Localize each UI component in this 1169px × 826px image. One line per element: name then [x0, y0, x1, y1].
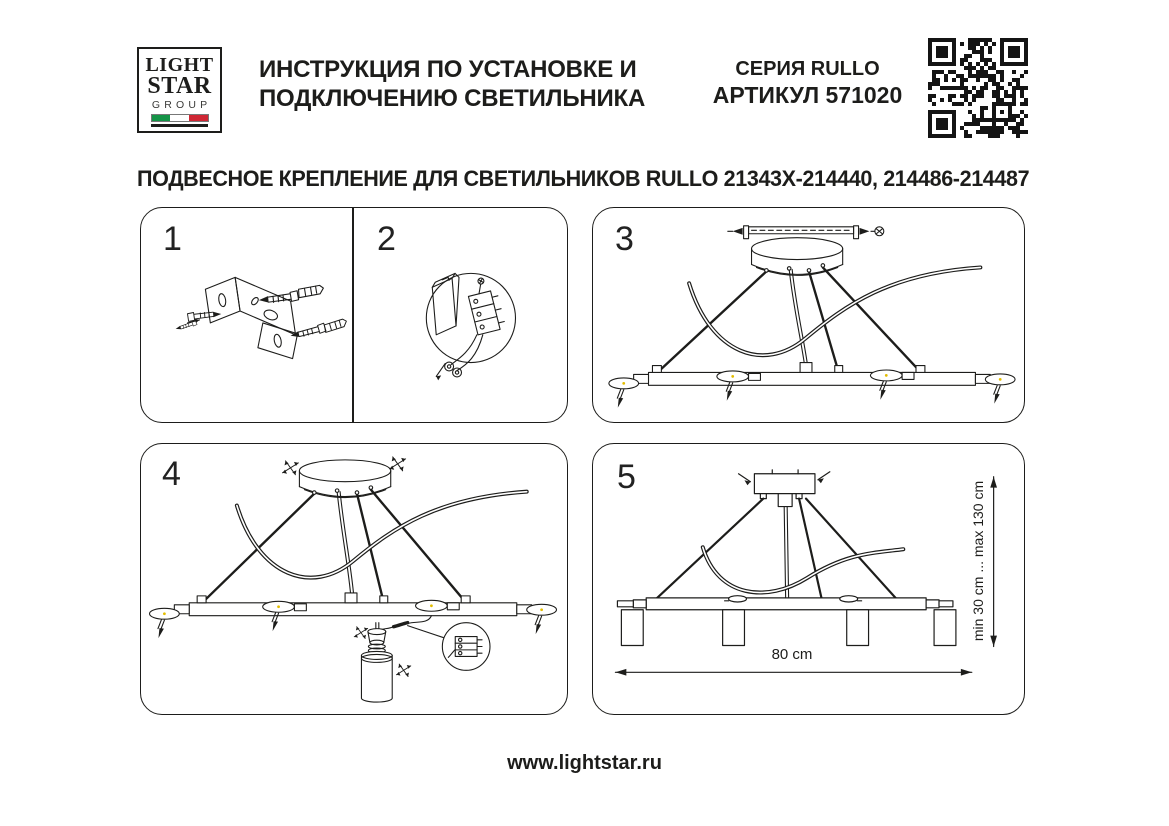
step1-bracket-group: [175, 277, 347, 358]
qr-code-icon: [928, 38, 1028, 138]
page-title: [259, 55, 645, 113]
bracket-and-connection-drawing: [141, 208, 567, 422]
step-number-5: 5: [617, 458, 636, 496]
logo-word-star: STAR: [147, 73, 212, 99]
flag-stripe-green: [152, 115, 171, 121]
shade-installation-drawing: [141, 444, 567, 714]
step-number-1: 1: [163, 220, 182, 258]
height-dimension-label: min 30 cm ... max 130 cm: [970, 480, 986, 642]
title-line-2: ПОДКЛЮЧЕНИЮ СВЕТИЛЬНИКА: [259, 85, 646, 112]
panel-divider: [352, 208, 354, 422]
flag-stripe-white: [170, 115, 189, 121]
lightstar-logo: [137, 47, 222, 133]
flag-stripe-red: [189, 115, 208, 121]
panel-step-4: [140, 443, 568, 715]
logo-word-light: LIGHT: [145, 54, 214, 76]
logo-rule: [151, 124, 208, 127]
width-dimension-label: 80 cm: [771, 646, 813, 663]
canopy-suspension-drawing: [593, 208, 1024, 422]
series-name: СЕРИЯ RULLO: [735, 58, 880, 80]
panel-step-1-2: [140, 207, 568, 423]
step2-connection-group: [426, 273, 515, 380]
panel-step-3: [592, 207, 1025, 423]
italian-flag-icon: [151, 114, 209, 122]
website-url: www.lightstar.ru: [507, 752, 662, 774]
article-number: АРТИКУЛ 571020: [712, 82, 903, 108]
step-number-2: 2: [377, 220, 396, 258]
qr-code: [928, 38, 1028, 138]
logo-word-group: GROUP: [151, 99, 212, 111]
title-line-1: ИНСТРУКЦИЯ ПО УСТАНОВКЕ И: [259, 56, 637, 83]
series-block: [700, 58, 915, 108]
panel-step-5: [592, 443, 1025, 715]
step-number-4: 4: [162, 455, 181, 493]
step-number-3: 3: [615, 220, 634, 258]
assembled-fixture-drawing: [593, 444, 1024, 714]
subtitle: ПОДВЕСНОЕ КРЕПЛЕНИЕ ДЛЯ СВЕТИЛЬНИКОВ RULLO 21343X-214440, 214486-214487: [137, 166, 1030, 191]
